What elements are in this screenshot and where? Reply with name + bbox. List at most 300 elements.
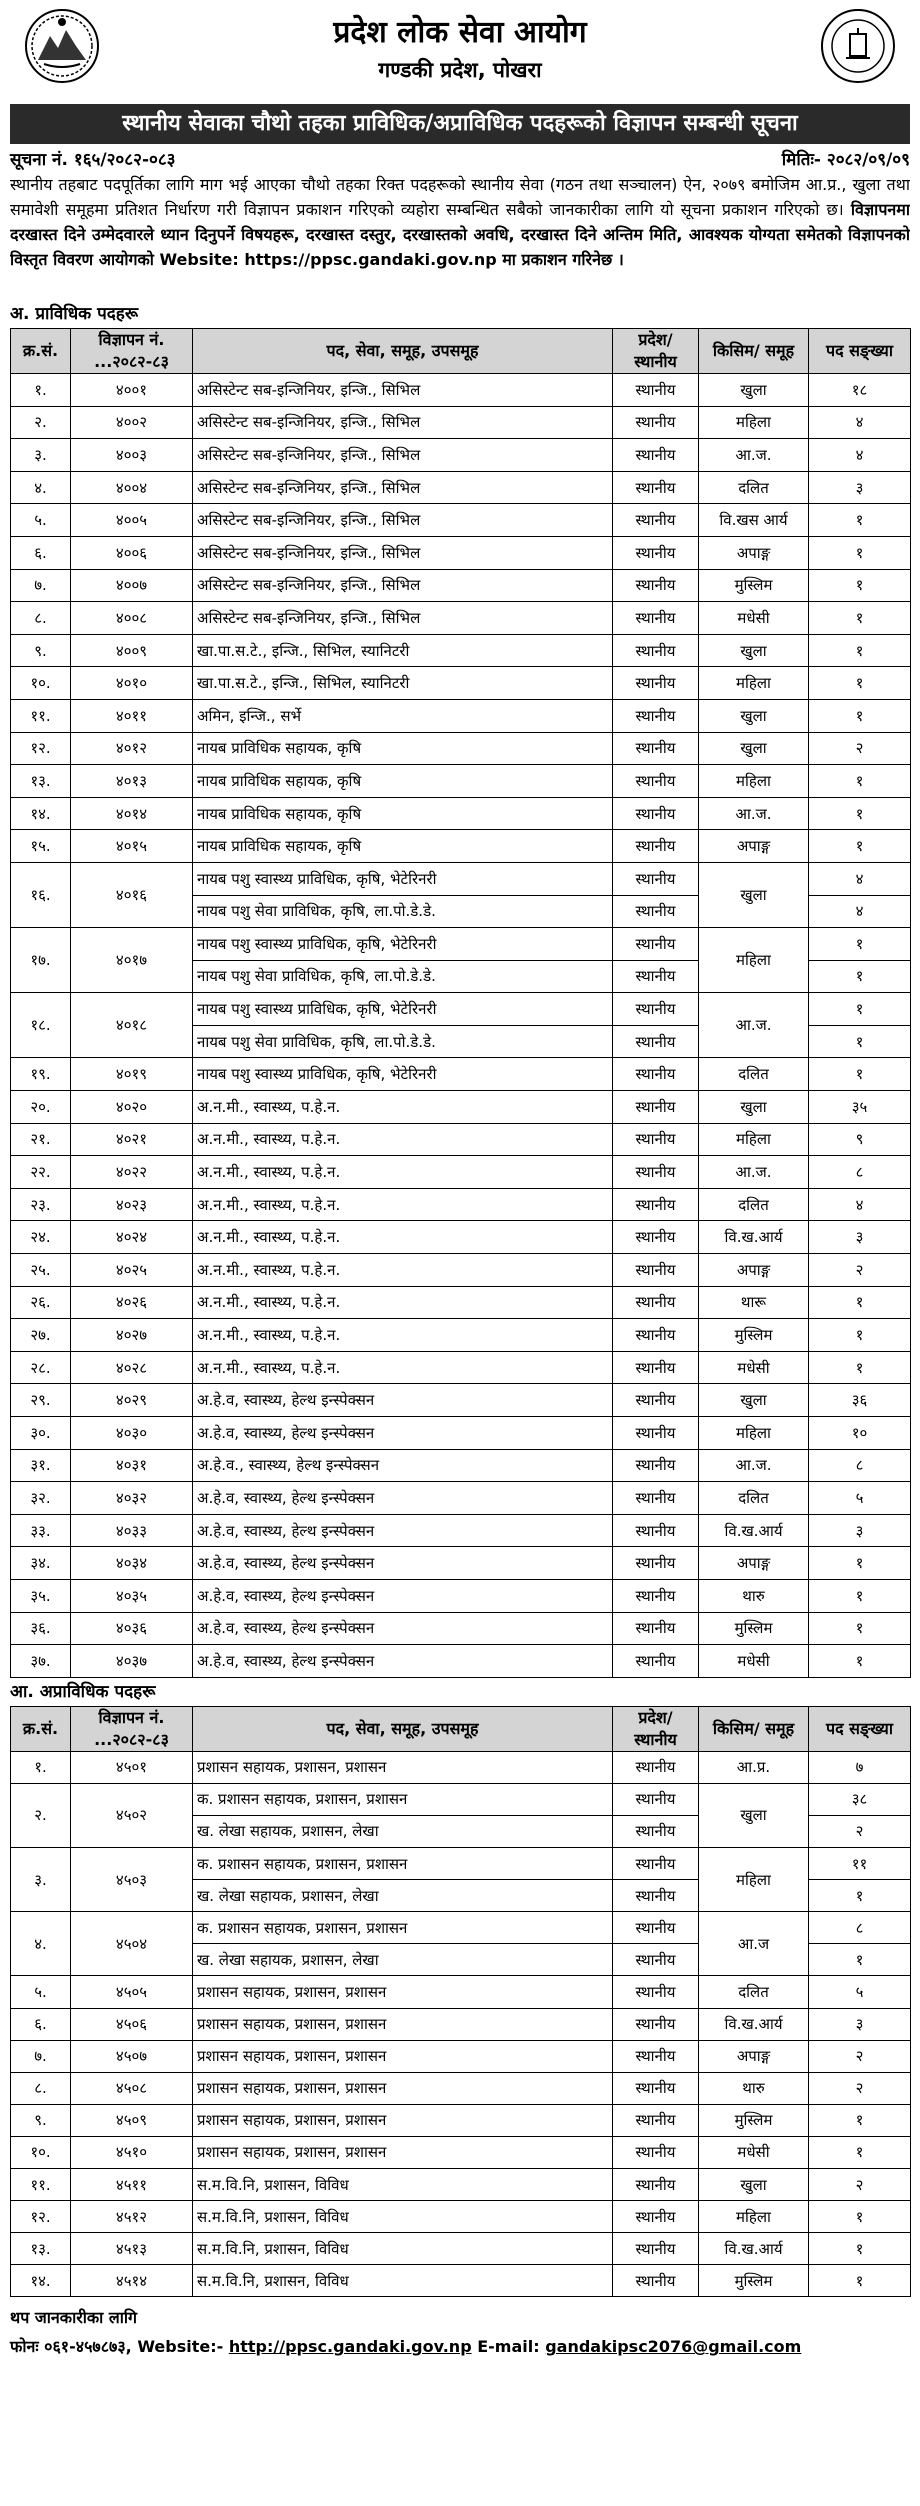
cell-sn: ३५. xyxy=(11,1579,71,1612)
cell-level: स्थानीय xyxy=(613,602,699,635)
cell-level: स्थानीय xyxy=(613,862,699,895)
table-row xyxy=(11,1188,911,1221)
table-row xyxy=(11,1579,911,1612)
cell-adv-no: ४५०१ xyxy=(71,1751,193,1783)
cell-adv-no: ४०२६ xyxy=(71,1286,193,1319)
cell-level: स्थानीय xyxy=(613,439,699,472)
cell-count: १८ xyxy=(809,374,911,407)
table-row xyxy=(11,667,911,700)
cell-level: स्थानीय xyxy=(613,1612,699,1645)
cell-sn: ६. xyxy=(11,536,71,569)
cell-post: प्रशासन सहायक, प्रशासन, प्रशासन xyxy=(193,2072,613,2104)
cell-sn: २. xyxy=(11,1783,71,1847)
cell-sn: ११. xyxy=(11,699,71,732)
cell-adv-no: ४०१२ xyxy=(71,732,193,765)
cell-count: ५ xyxy=(809,1976,911,2008)
email-link[interactable]: gandakipsc2076@gmail.com xyxy=(545,2337,802,2357)
table-row xyxy=(11,2040,911,2072)
cell-post: अ.हे.व, स्वास्थ्य, हेल्थ इन्स्पेक्सन xyxy=(193,1417,613,1450)
cell-level: स्थानीय xyxy=(613,1449,699,1482)
table-row xyxy=(11,1384,911,1417)
cell-post: प्रशासन सहायक, प्रशासन, प्रशासन xyxy=(193,1976,613,2008)
table-row xyxy=(11,569,911,602)
cell-count: ३ xyxy=(809,471,911,504)
cell-count: १ xyxy=(809,1880,911,1912)
cell-sn: १४. xyxy=(11,2265,71,2297)
table-row xyxy=(11,1645,911,1678)
cell-adv-no: ४००९ xyxy=(71,634,193,667)
cell-post: अ.न.मी., स्वास्थ्य, प.हे.न. xyxy=(193,1319,613,1352)
cell-sn: ९. xyxy=(11,634,71,667)
header xyxy=(10,0,910,96)
cell-type: महिला xyxy=(699,2201,809,2233)
table-row xyxy=(11,1976,911,2008)
col-header-level: प्रदेश/ स्थानीय xyxy=(613,1706,699,1751)
cell-level: स्थानीय xyxy=(613,2201,699,2233)
cell-post: प्रशासन सहायक, प्रशासन, प्रशासन xyxy=(193,2104,613,2136)
cell-level: स्थानीय xyxy=(613,1025,699,1058)
cell-level: स्थानीय xyxy=(613,406,699,439)
cell-type: दलित xyxy=(699,1188,809,1221)
footer-heading: थप जानकारीका लागि xyxy=(10,2308,138,2328)
table-row xyxy=(11,765,911,798)
table-row xyxy=(11,928,911,961)
cell-type: थारु xyxy=(699,2072,809,2104)
cell-type: महिला xyxy=(699,1123,809,1156)
cell-level: स्थानीय xyxy=(613,1976,699,2008)
table-row xyxy=(11,1221,911,1254)
cell-level: स्थानीय xyxy=(613,471,699,504)
cell-sn: १५. xyxy=(11,830,71,863)
cell-count: १ xyxy=(809,1319,911,1352)
cell-type: महिला xyxy=(699,1848,809,1912)
cell-post: अ.न.मी., स्वास्थ्य, प.हे.न. xyxy=(193,1188,613,1221)
table-row xyxy=(11,1482,911,1515)
cell-adv-no: ४००८ xyxy=(71,602,193,635)
cell-count: ७ xyxy=(809,1751,911,1783)
cell-count: १ xyxy=(809,504,911,537)
cell-adv-no: ४५०२ xyxy=(71,1783,193,1847)
table-row xyxy=(11,2233,911,2265)
cell-type: आ.ज. xyxy=(699,797,809,830)
cell-post: खा.पा.स.टे., इन्जि., सिभिल, स्यानिटरी xyxy=(193,634,613,667)
cell-adv-no: ४००५ xyxy=(71,504,193,537)
website-link[interactable]: http://ppsc.gandaki.gov.np xyxy=(228,2337,472,2357)
cell-level: स्थानीय xyxy=(613,2104,699,2136)
cell-count: १ xyxy=(809,1944,911,1976)
cell-type: आ.प्र. xyxy=(699,1751,809,1783)
cell-count: १ xyxy=(809,765,911,798)
non-technical-posts-table xyxy=(10,1706,911,2298)
cell-type: महिला xyxy=(699,1417,809,1450)
cell-count: २ xyxy=(809,2040,911,2072)
cell-post: नायब पशु स्वास्थ्य प्राविधिक, कृषि, भेटेरिनरी xyxy=(193,993,613,1026)
cell-count: २ xyxy=(809,2072,911,2104)
cell-post: अ.हे.व, स्वास्थ्य, हेल्थ इन्स्पेक्सन xyxy=(193,1514,613,1547)
cell-sn: १२. xyxy=(11,2201,71,2233)
cell-level: स्थानीय xyxy=(613,1156,699,1189)
cell-sn: २५. xyxy=(11,1254,71,1287)
cell-level: स्थानीय xyxy=(613,830,699,863)
cell-adv-no: ४०१० xyxy=(71,667,193,700)
cell-type: मुस्लिम xyxy=(699,1319,809,1352)
cell-type: वि.ख.आर्य xyxy=(699,1514,809,1547)
cell-count: ४ xyxy=(809,439,911,472)
cell-adv-no: ४५११ xyxy=(71,2168,193,2200)
cell-adv-no: ४००४ xyxy=(71,471,193,504)
cell-adv-no: ४००३ xyxy=(71,439,193,472)
table-row xyxy=(11,2072,911,2104)
cell-count: १ xyxy=(809,960,911,993)
cell-count: १ xyxy=(809,634,911,667)
table-row xyxy=(11,406,911,439)
cell-sn: २७. xyxy=(11,1319,71,1352)
cell-type: खुला xyxy=(699,1091,809,1124)
cell-level: स्थानीय xyxy=(613,699,699,732)
cell-level: स्थानीय xyxy=(613,1482,699,1515)
cell-post: असिस्टेन्ट सब-इन्जिनियर, इन्जि., सिभिल xyxy=(193,439,613,472)
cell-post: असिस्टेन्ट सब-इन्जिनियर, इन्जि., सिभिल xyxy=(193,471,613,504)
table-row xyxy=(11,439,911,472)
cell-type: आ.ज xyxy=(699,1912,809,1976)
cell-sn: ५. xyxy=(11,504,71,537)
cell-count: ८ xyxy=(809,1156,911,1189)
cell-sn: २३. xyxy=(11,1188,71,1221)
cell-count: २ xyxy=(809,1815,911,1847)
cell-adv-no: ४०२४ xyxy=(71,1221,193,1254)
table-row xyxy=(11,732,911,765)
cell-post: अमिन, इन्जि., सर्भे xyxy=(193,699,613,732)
cell-type: आ.ज. xyxy=(699,1449,809,1482)
cell-sn: २४. xyxy=(11,1221,71,1254)
table-row xyxy=(11,536,911,569)
cell-adv-no: ४०३६ xyxy=(71,1612,193,1645)
cell-post: ख. लेखा सहायक, प्रशासन, लेखा xyxy=(193,1880,613,1912)
notice-meta xyxy=(10,148,910,172)
cell-post: अ.न.मी., स्वास्थ्य, प.हे.न. xyxy=(193,1123,613,1156)
cell-level: स्थानीय xyxy=(613,797,699,830)
cell-type: खुला xyxy=(699,1783,809,1847)
cell-type: दलित xyxy=(699,1976,809,2008)
col-header-level: प्रदेश/ स्थानीय xyxy=(613,329,699,374)
cell-level: स्थानीय xyxy=(613,1286,699,1319)
cell-type: अपाङ्ग xyxy=(699,1547,809,1580)
cell-post: असिस्टेन्ट सब-इन्जिनियर, इन्जि., सिभिल xyxy=(193,504,613,537)
col-header-adv-no: विज्ञापन नं. ...२०८२-८३ xyxy=(71,1706,193,1751)
cell-count: ३५ xyxy=(809,1091,911,1124)
cell-type: थारु xyxy=(699,1579,809,1612)
cell-count: ३ xyxy=(809,1221,911,1254)
cell-count: १ xyxy=(809,797,911,830)
cell-adv-no: ४०२८ xyxy=(71,1351,193,1384)
cell-level: स्थानीय xyxy=(613,2136,699,2168)
cell-count: १ xyxy=(809,667,911,700)
col-header-count: पद सङ्ख्या xyxy=(809,1706,911,1751)
cell-post: अ.न.मी., स्वास्थ्य, प.हे.न. xyxy=(193,1091,613,1124)
cell-adv-no: ४५१३ xyxy=(71,2233,193,2265)
table-row xyxy=(11,1156,911,1189)
cell-count: १ xyxy=(809,1547,911,1580)
table-row xyxy=(11,797,911,830)
cell-type: आ.ज. xyxy=(699,993,809,1058)
intro-paragraph xyxy=(10,172,910,300)
table-row xyxy=(11,1091,911,1124)
cell-post: अ.हे.व, स्वास्थ्य, हेल्थ इन्स्पेक्सन xyxy=(193,1612,613,1645)
cell-type: मधेसी xyxy=(699,602,809,635)
cell-sn: ७. xyxy=(11,2040,71,2072)
cell-level: स्थानीय xyxy=(613,895,699,928)
cell-count: १ xyxy=(809,569,911,602)
cell-adv-no: ४०३५ xyxy=(71,1579,193,1612)
cell-level: स्थानीय xyxy=(613,569,699,602)
cell-adv-no: ४०३३ xyxy=(71,1514,193,1547)
cell-count: १ xyxy=(809,602,911,635)
cell-level: स्थानीय xyxy=(613,1384,699,1417)
cell-post: अ.हे.व, स्वास्थ्य, हेल्थ इन्स्पेक्सन xyxy=(193,1547,613,1580)
cell-type: अपाङ्ग xyxy=(699,2040,809,2072)
cell-post: अ.हे.व, स्वास्थ्य, हेल्थ इन्स्पेक्सन xyxy=(193,1579,613,1612)
cell-count: १ xyxy=(809,1612,911,1645)
cell-count: १ xyxy=(809,2136,911,2168)
cell-post: अ.न.मी., स्वास्थ्य, प.हे.न. xyxy=(193,1254,613,1287)
cell-sn: ७. xyxy=(11,569,71,602)
cell-level: स्थानीय xyxy=(613,2072,699,2104)
intro-text: स्थानीय तहबाट पदपूर्तिका लागि माग भई आएका चौथो तहका रिक्त पदहरूको स्थानीय सेवा (गठन तथा सञ्चालन) ऐन, २०७९ बमोजिम आ.प्र., खुला तथा समावेशी समूहमा प्रतिशत निर्धारण गरी विज्ञापन प्रकाशन गरिएको व्यहोरा सम्बन्धित सबैको जानकारीका लागि यो सूचना प्रकाशन गरिएको छ। xyxy=(10,175,910,219)
cell-level: स्थानीय xyxy=(613,1058,699,1091)
cell-count: १ xyxy=(809,1025,911,1058)
cell-type: दलित xyxy=(699,471,809,504)
cell-count: १ xyxy=(809,699,911,732)
cell-sn: २६. xyxy=(11,1286,71,1319)
cell-post: स.म.वि.नि, प्रशासन, विविध xyxy=(193,2168,613,2200)
cell-level: स्थानीय xyxy=(613,1514,699,1547)
commission-seal-icon xyxy=(820,8,896,84)
cell-level: स्थानीय xyxy=(613,667,699,700)
cell-type: खुला xyxy=(699,732,809,765)
table-row xyxy=(11,602,911,635)
cell-level: स्थानीय xyxy=(613,765,699,798)
section-a-title: अ. प्राविधिक पदहरू xyxy=(10,304,139,324)
cell-adv-no: ४०३४ xyxy=(71,1547,193,1580)
cell-type: मुस्लिम xyxy=(699,569,809,602)
cell-type: दलित xyxy=(699,1058,809,1091)
cell-adv-no: ४०१३ xyxy=(71,765,193,798)
cell-sn: ३३. xyxy=(11,1514,71,1547)
cell-count: ४ xyxy=(809,862,911,895)
cell-adv-no: ४०१८ xyxy=(71,993,193,1058)
cell-post: नायब प्राविधिक सहायक, कृषि xyxy=(193,797,613,830)
cell-sn: ३२. xyxy=(11,1482,71,1515)
cell-adv-no: ४५१४ xyxy=(71,2265,193,2297)
cell-adv-no: ४५०९ xyxy=(71,2104,193,2136)
cell-adv-no: ४००१ xyxy=(71,374,193,407)
cell-count: १ xyxy=(809,1058,911,1091)
table-row xyxy=(11,1058,911,1091)
cell-type: खुला xyxy=(699,699,809,732)
table-row xyxy=(11,1319,911,1352)
technical-posts-table xyxy=(10,328,911,1678)
cell-sn: २०. xyxy=(11,1091,71,1124)
cell-post: स.म.वि.नि, प्रशासन, विविध xyxy=(193,2233,613,2265)
cell-count: २ xyxy=(809,732,911,765)
cell-sn: १७. xyxy=(11,928,71,993)
cell-type: खुला xyxy=(699,1384,809,1417)
cell-adv-no: ४५०७ xyxy=(71,2040,193,2072)
intro-bold-text: विज्ञापनमा दरखास्त दिने उम्मेदवारले ध्यान दिनुपर्ने विषयहरू, दरखास्त दस्तुर, दरखास्तको अवधि, दरखास्त दिने अन्तिम मिति, आवश्यक योग्यता समेतको विज्ञापनको विस्तृत विवरण आयोगको Website: https://ppsc.gandaki.gov.np मा प्रकाशन गरिनेछ । xyxy=(10,200,910,269)
cell-post: प्रशासन सहायक, प्रशासन, प्रशासन xyxy=(193,1751,613,1783)
cell-adv-no: ४०२५ xyxy=(71,1254,193,1287)
cell-level: स्थानीय xyxy=(613,1254,699,1287)
cell-type: खुला xyxy=(699,2168,809,2200)
cell-adv-no: ४५१२ xyxy=(71,2201,193,2233)
cell-count: ३ xyxy=(809,2008,911,2040)
cell-type: महिला xyxy=(699,667,809,700)
col-header-post: पद, सेवा, समूह, उपसमूह xyxy=(193,1706,613,1751)
cell-count: १ xyxy=(809,928,911,961)
cell-post: स.म.वि.नि, प्रशासन, विविध xyxy=(193,2201,613,2233)
cell-level: स्थानीय xyxy=(613,1579,699,1612)
cell-sn: ८. xyxy=(11,2072,71,2104)
cell-adv-no: ४५१० xyxy=(71,2136,193,2168)
cell-post: असिस्टेन्ट सब-इन्जिनियर, इन्जि., सिभिल xyxy=(193,569,613,602)
cell-type: वि.ख.आर्य xyxy=(699,1221,809,1254)
table-row xyxy=(11,1612,911,1645)
col-header-sn: क्र.सं. xyxy=(11,329,71,374)
cell-adv-no: ४०२० xyxy=(71,1091,193,1124)
footer-contact xyxy=(10,2333,910,2361)
cell-count: १ xyxy=(809,2265,911,2297)
cell-adv-no: ४०३२ xyxy=(71,1482,193,1515)
cell-count: १ xyxy=(809,536,911,569)
cell-type: महिला xyxy=(699,765,809,798)
cell-sn: १६. xyxy=(11,862,71,927)
cell-adv-no: ४५०६ xyxy=(71,2008,193,2040)
cell-level: स्थानीय xyxy=(613,1188,699,1221)
cell-count: ८ xyxy=(809,1912,911,1944)
cell-type: खुला xyxy=(699,862,809,927)
table-row xyxy=(11,2168,911,2200)
cell-level: स्थानीय xyxy=(613,2233,699,2265)
cell-type: मुस्लिम xyxy=(699,1612,809,1645)
notice-number: सूचना नं. १६५/२०८२-०८३ xyxy=(10,150,176,170)
cell-count: ३८ xyxy=(809,1783,911,1815)
cell-post: अ.हे.व, स्वास्थ्य, हेल्थ इन्स्पेक्सन xyxy=(193,1384,613,1417)
cell-sn: ५. xyxy=(11,1976,71,2008)
commission-title: प्रदेश लोक सेवा आयोग xyxy=(333,15,587,50)
col-header-type: किसिम/ समूह xyxy=(699,329,809,374)
table-header-row xyxy=(11,329,911,374)
cell-level: स्थानीय xyxy=(613,1091,699,1124)
cell-count: २ xyxy=(809,2168,911,2200)
table-row xyxy=(11,2104,911,2136)
cell-post: असिस्टेन्ट सब-इन्जिनियर, इन्जि., सिभिल xyxy=(193,536,613,569)
cell-type: आ.ज. xyxy=(699,439,809,472)
cell-post: प्रशासन सहायक, प्रशासन, प्रशासन xyxy=(193,2040,613,2072)
table-row xyxy=(11,1449,911,1482)
cell-adv-no: ४०१९ xyxy=(71,1058,193,1091)
cell-count: १ xyxy=(809,830,911,863)
cell-sn: ३७. xyxy=(11,1645,71,1678)
cell-count: ८ xyxy=(809,1449,911,1482)
cell-type: मधेसी xyxy=(699,2136,809,2168)
cell-post: स.म.वि.नि, प्रशासन, विविध xyxy=(193,2265,613,2297)
cell-count: ४ xyxy=(809,406,911,439)
cell-post: नायब प्राविधिक सहायक, कृषि xyxy=(193,830,613,863)
cell-post: अ.हे.व, स्वास्थ्य, हेल्थ इन्स्पेक्सन xyxy=(193,1482,613,1515)
cell-type: आ.ज. xyxy=(699,1156,809,1189)
cell-sn: ३. xyxy=(11,439,71,472)
cell-post: असिस्टेन्ट सब-इन्जिनियर, इन्जि., सिभिल xyxy=(193,374,613,407)
cell-level: स्थानीय xyxy=(613,1912,699,1944)
cell-post: ख. लेखा सहायक, प्रशासन, लेखा xyxy=(193,1815,613,1847)
cell-sn: ३४. xyxy=(11,1547,71,1580)
cell-post: खा.पा.स.टे., इन्जि., सिभिल, स्यानिटरी xyxy=(193,667,613,700)
cell-type: खुला xyxy=(699,374,809,407)
cell-level: स्थानीय xyxy=(613,2265,699,2297)
cell-sn: ९. xyxy=(11,2104,71,2136)
cell-sn: ४. xyxy=(11,1912,71,1976)
cell-sn: २२. xyxy=(11,1156,71,1189)
cell-count: ३६ xyxy=(809,1384,911,1417)
cell-sn: १०. xyxy=(11,2136,71,2168)
cell-type: वि.खस आर्य xyxy=(699,504,809,537)
table-row xyxy=(11,2265,911,2297)
cell-level: स्थानीय xyxy=(613,1319,699,1352)
cell-type: दलित xyxy=(699,1482,809,1515)
cell-count: ४ xyxy=(809,1188,911,1221)
cell-post: प्रशासन सहायक, प्रशासन, प्रशासन xyxy=(193,2136,613,2168)
cell-level: स्थानीय xyxy=(613,993,699,1026)
cell-adv-no: ४०२२ xyxy=(71,1156,193,1189)
cell-level: स्थानीय xyxy=(613,1123,699,1156)
cell-count: १ xyxy=(809,2201,911,2233)
cell-post: क. प्रशासन सहायक, प्रशासन, प्रशासन xyxy=(193,1783,613,1815)
cell-adv-no: ४५०३ xyxy=(71,1848,193,1912)
cell-adv-no: ४०२१ xyxy=(71,1123,193,1156)
table-row xyxy=(11,1783,911,1815)
table-row xyxy=(11,471,911,504)
cell-level: स्थानीय xyxy=(613,2008,699,2040)
cell-sn: २९. xyxy=(11,1384,71,1417)
cell-type: महिला xyxy=(699,928,809,993)
cell-level: स्थानीय xyxy=(613,1783,699,1815)
table-row xyxy=(11,1848,911,1880)
cell-adv-no: ४०३० xyxy=(71,1417,193,1450)
cell-post: अ.न.मी., स्वास्थ्य, प.हे.न. xyxy=(193,1351,613,1384)
table-row xyxy=(11,504,911,537)
cell-sn: ६. xyxy=(11,2008,71,2040)
cell-type: अपाङ्ग xyxy=(699,830,809,863)
cell-post: अ.हे.व, स्वास्थ्य, हेल्थ इन्स्पेक्सन xyxy=(193,1645,613,1678)
cell-count: १ xyxy=(809,1579,911,1612)
cell-sn: १२. xyxy=(11,732,71,765)
table-row xyxy=(11,1547,911,1580)
cell-post: असिस्टेन्ट सब-इन्जिनियर, इन्जि., सिभिल xyxy=(193,406,613,439)
cell-sn: १३. xyxy=(11,2233,71,2265)
cell-sn: ४. xyxy=(11,471,71,504)
cell-sn: २८. xyxy=(11,1351,71,1384)
cell-sn: १. xyxy=(11,1751,71,1783)
cell-adv-no: ४०१४ xyxy=(71,797,193,830)
cell-level: स्थानीय xyxy=(613,732,699,765)
cell-post: नायब पशु सेवा प्राविधिक, कृषि, ला.पो.डे.डे. xyxy=(193,895,613,928)
notice-banner: स्थानीय सेवाका चौथो तहका प्राविधिक/अप्राविधिक पदहरूको विज्ञापन सम्बन्धी सूचना xyxy=(10,104,910,144)
section-b-title: आ. अप्राविधिक पदहरू xyxy=(10,1681,156,1702)
table-row xyxy=(11,2136,911,2168)
cell-sn: १४. xyxy=(11,797,71,830)
cell-count: १ xyxy=(809,2104,911,2136)
cell-adv-no: ४००२ xyxy=(71,406,193,439)
